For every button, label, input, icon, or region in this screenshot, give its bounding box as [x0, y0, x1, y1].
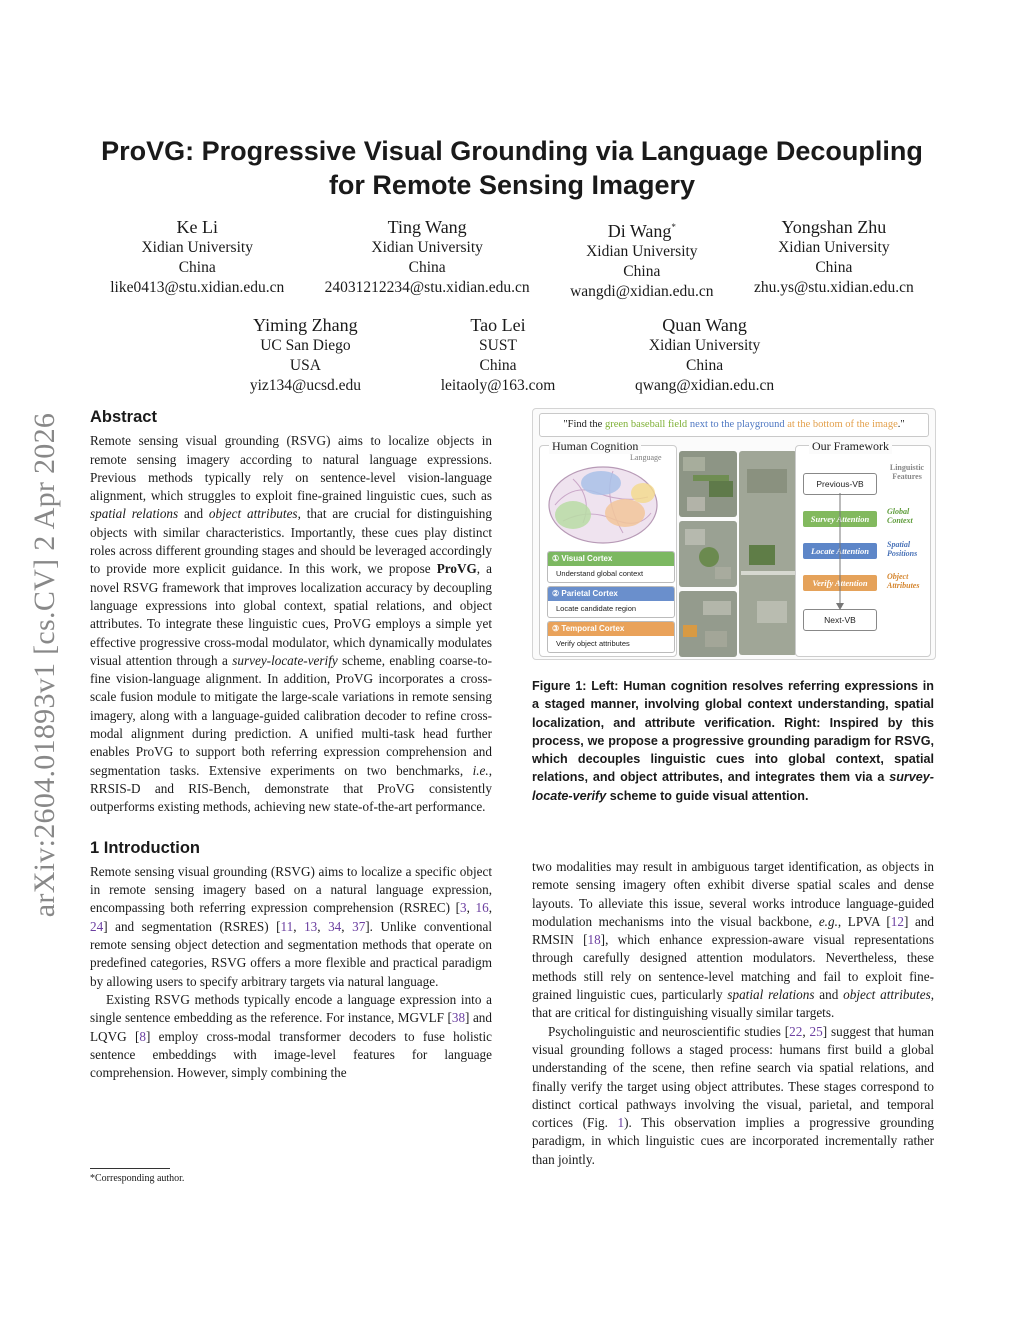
introduction-heading: 1 Introduction: [90, 838, 200, 857]
footnote: *Corresponding author.: [90, 1173, 185, 1184]
citation-link[interactable]: 24: [90, 918, 104, 934]
locate-attention-box: Locate Attention: [803, 543, 877, 559]
survey-attention-box: Survey Attention: [803, 511, 877, 527]
author-country: China: [623, 263, 661, 280]
figure-reference-link[interactable]: 1: [617, 1115, 625, 1131]
title-line-1: ProVG: Progressive Visual Grounding via Language Decoupling: [101, 136, 923, 166]
author-country: China: [686, 357, 724, 374]
stage-temporal-cortex: ③ Temporal Cortex Verify object attributes: [547, 621, 675, 653]
left-column: [90, 408, 492, 1082]
author-country: China: [178, 259, 216, 276]
author-block: [250, 314, 361, 396]
author-block: [325, 216, 530, 302]
author-block: [754, 216, 914, 302]
right-column: [532, 858, 934, 1169]
author-email[interactable]: wangdi@xidian.edu.cn: [570, 283, 714, 300]
author-affiliation: Xidian University: [648, 337, 761, 354]
author-name: Tao Lei: [470, 315, 526, 335]
linguistic-features-title: Linguistic Features: [889, 463, 925, 481]
author-block: [441, 314, 556, 396]
author-block: [635, 314, 774, 396]
author-affiliation: SUST: [479, 337, 517, 354]
satellite-image-tall: [739, 451, 797, 655]
flow-arrows: [833, 493, 847, 611]
citation-link[interactable]: 25: [809, 1023, 823, 1039]
citation-link[interactable]: 34: [328, 918, 342, 934]
citation-link[interactable]: 8: [139, 1028, 146, 1044]
abstract-text: Remote sensing visual grounding (RSVG) aims to localize objects in remote sensing imagery according to natural language expressions. Previous methods typically rely on sentence-level vision-language alignment, which struggles to exploit fine-grained linguistic cues, such as spatial relations and object attributes, that are crucial for distinguishing objects with similar characteristics. Importantly, these cues play distinct roles across different grounding stages and should be leveraged accordingly to provide more explicit guidance. In this work, we propose ProVG, a novel RSVG framework that improves localization accuracy by decoupling language expressions into global context, spatial relations, and object attributes. To integrate these linguistic cues, ProVG employs a simple yet effective progressive cross-modal modulator, which dynamically modulates visual attention through a survey-locate-verify scheme, enabling coarse-to-fine vision-language alignment. In addition, ProVG incorporates a cross-scale fusion module to mitigate the large-scale variations in remote sensing imagery, along with a language-guided calibration decoder to refine cross-modal alignment during prediction. A unified multi-task head further enables ProVG to support both referring expression comprehension and segmentation tasks. Extensive experiments on two benchmarks, i.e., RRSIS-D and RIS-Bench, demonstrate that ProVG consistently outperforms existing methods, achieving new state-of-the-art performance.: [90, 433, 492, 815]
author-name: Quan Wang: [662, 315, 747, 335]
framework-title: Our Framework: [809, 439, 892, 454]
language-label: Language: [630, 453, 662, 462]
paper-title: [90, 134, 934, 202]
authors-row-1: [90, 216, 934, 302]
author-email[interactable]: 24031212234@stu.xidian.edu.cn: [324, 279, 530, 296]
author-email[interactable]: yiz134@ucsd.edu: [249, 377, 361, 394]
title-line-2: for Remote Sensing Imagery: [328, 170, 696, 200]
author-affiliation: Xidian University: [371, 239, 483, 256]
query-box: "Find the green baseball field next to the playground at the bottom of the image.": [539, 413, 929, 437]
author-name: Ke Li: [176, 217, 218, 237]
citation-link[interactable]: 16: [475, 900, 489, 916]
author-block: [110, 216, 284, 302]
author-affiliation: Xidian University: [586, 243, 698, 260]
citation-link[interactable]: 11: [280, 918, 294, 934]
citation-link[interactable]: 13: [304, 918, 318, 934]
author-email[interactable]: zhu.ys@stu.xidian.edu.cn: [753, 279, 914, 296]
feature-global-context: Global Context: [887, 507, 913, 525]
author-block: [570, 216, 713, 302]
authors-row-2: [90, 314, 934, 396]
next-vb-box: Next-VB: [803, 609, 877, 631]
satellite-image-2: [679, 521, 737, 587]
satellite-image-1: [679, 451, 737, 517]
figure-1-caption: Figure 1: Left: Human cognition resolves referring expressions in a staged manner, involving global context understanding, spatial localization, and attribute verification. Right: Inspired by this process, we propose a progressive grounding paradigm for RSVG, which decouples linguistic cues into global context, spatial relations, and object attributes, and integrates them via a survey-locate-verify scheme to guide visual attention.: [532, 679, 934, 803]
author-name: Yongshan Zhu: [781, 217, 887, 237]
citation-link[interactable]: 37: [352, 918, 366, 934]
citation-link[interactable]: 18: [587, 932, 601, 948]
author-name: Yiming Zhang: [253, 315, 358, 335]
intro-paragraph-2: Existing RSVG methods typically encode a language expression into a single sentence embedding as the reference. For instance, MGVLF [38] and LQVG [8] employ cross-modal transformer decoders to fuse holistic sentence embeddings with image-level features for language comprehension. However, simply combining the: [90, 991, 492, 1081]
author-country: China: [815, 259, 853, 276]
author-email[interactable]: like0413@stu.xidian.edu.cn: [110, 279, 285, 296]
stage-parietal-cortex: ② Parietal Cortex Locate candidate region: [547, 586, 675, 618]
author-affiliation: Xidian University: [778, 239, 890, 256]
author-affiliation: Xidian University: [141, 239, 253, 256]
arxiv-stamp: arXiv:2604.01893v1 [cs.CV] 2 Apr 2026: [28, 412, 62, 918]
author-country: China: [479, 357, 517, 374]
author-name: Ting Wang: [387, 217, 467, 237]
intro-paragraph-1: Remote sensing visual grounding (RSVG) aims to localize a specific object in remote sensing imagery based on a natural language expression, encompassing both referring expression comprehension (RSREC) [3, 16, 24] and segmentation (RSRES) [11, 13, 34, 37]. Unlike conventional remote sensing object detection and segmentation methods that operate on predefined categories, RSVG offers a more flexible and practical paradigm by allowing users to specify arbitrary targets via natural language.: [90, 863, 493, 989]
author-country: USA: [289, 357, 321, 374]
human-cognition-title: Human Cognition: [549, 439, 641, 454]
stage-visual-cortex: ① Visual Cortex Understand global context: [547, 551, 675, 583]
abstract-heading: Abstract: [90, 408, 157, 426]
intro-paragraph-3: two modalities may result in ambiguous target identification, as objects in remote sensing imagery often exhibit diverse spatial scales and dense layouts. To alleviate this issue, several works introduce language-guided modulation mechanisms into the visual backbone, e.g., LPVA [12] and RMSIN [18], which enhance expression-aware visual representations through carefully designed attention modulators. Nevertheless, these methods still rely on sentence-level matching and fail to exploit fine-grained linguistic cues, particularly spatial relations and object attributes, that are critical for distinguishing visually similar targets.: [532, 859, 935, 1021]
citation-link[interactable]: 22: [789, 1023, 803, 1039]
author-affiliation: UC San Diego: [260, 337, 351, 354]
footnote-rule: [90, 1168, 170, 1169]
feature-spatial-positions: Spatial Positions: [887, 540, 918, 558]
verify-attention-box: Verify Attention: [803, 575, 877, 591]
author-name: Di Wang*: [607, 221, 676, 241]
corresponding-mark: *: [671, 222, 676, 232]
satellite-image-3: [679, 591, 737, 657]
figure-1: [532, 408, 936, 660]
feature-object-attributes: Object Attributes: [887, 572, 920, 590]
citation-link[interactable]: 38: [451, 1010, 466, 1026]
brain-illustration: [543, 453, 673, 553]
previous-vb-box: Previous-VB: [803, 473, 877, 495]
author-email[interactable]: qwang@xidian.edu.cn: [635, 377, 775, 394]
citation-link[interactable]: 3: [459, 900, 467, 916]
author-email[interactable]: leitaoly@163.com: [440, 377, 556, 394]
intro-paragraph-4: Psycholinguistic and neuroscientific studies [22, 25] suggest that human visual grounding follows a staged process: humans first build a global understanding of the scene, then refine search via spatial relations, and finally verify the target using object attributes. These stages correspond to distinct cortical pathways involving the visual, parietal, and temporal cortices (Fig. 1). This observation implies a progressive grounding paradigm, in which linguistic cues are incorporated incrementally rather than jointly.: [532, 1023, 934, 1167]
citation-link[interactable]: 12: [890, 913, 904, 929]
author-country: China: [408, 259, 446, 276]
